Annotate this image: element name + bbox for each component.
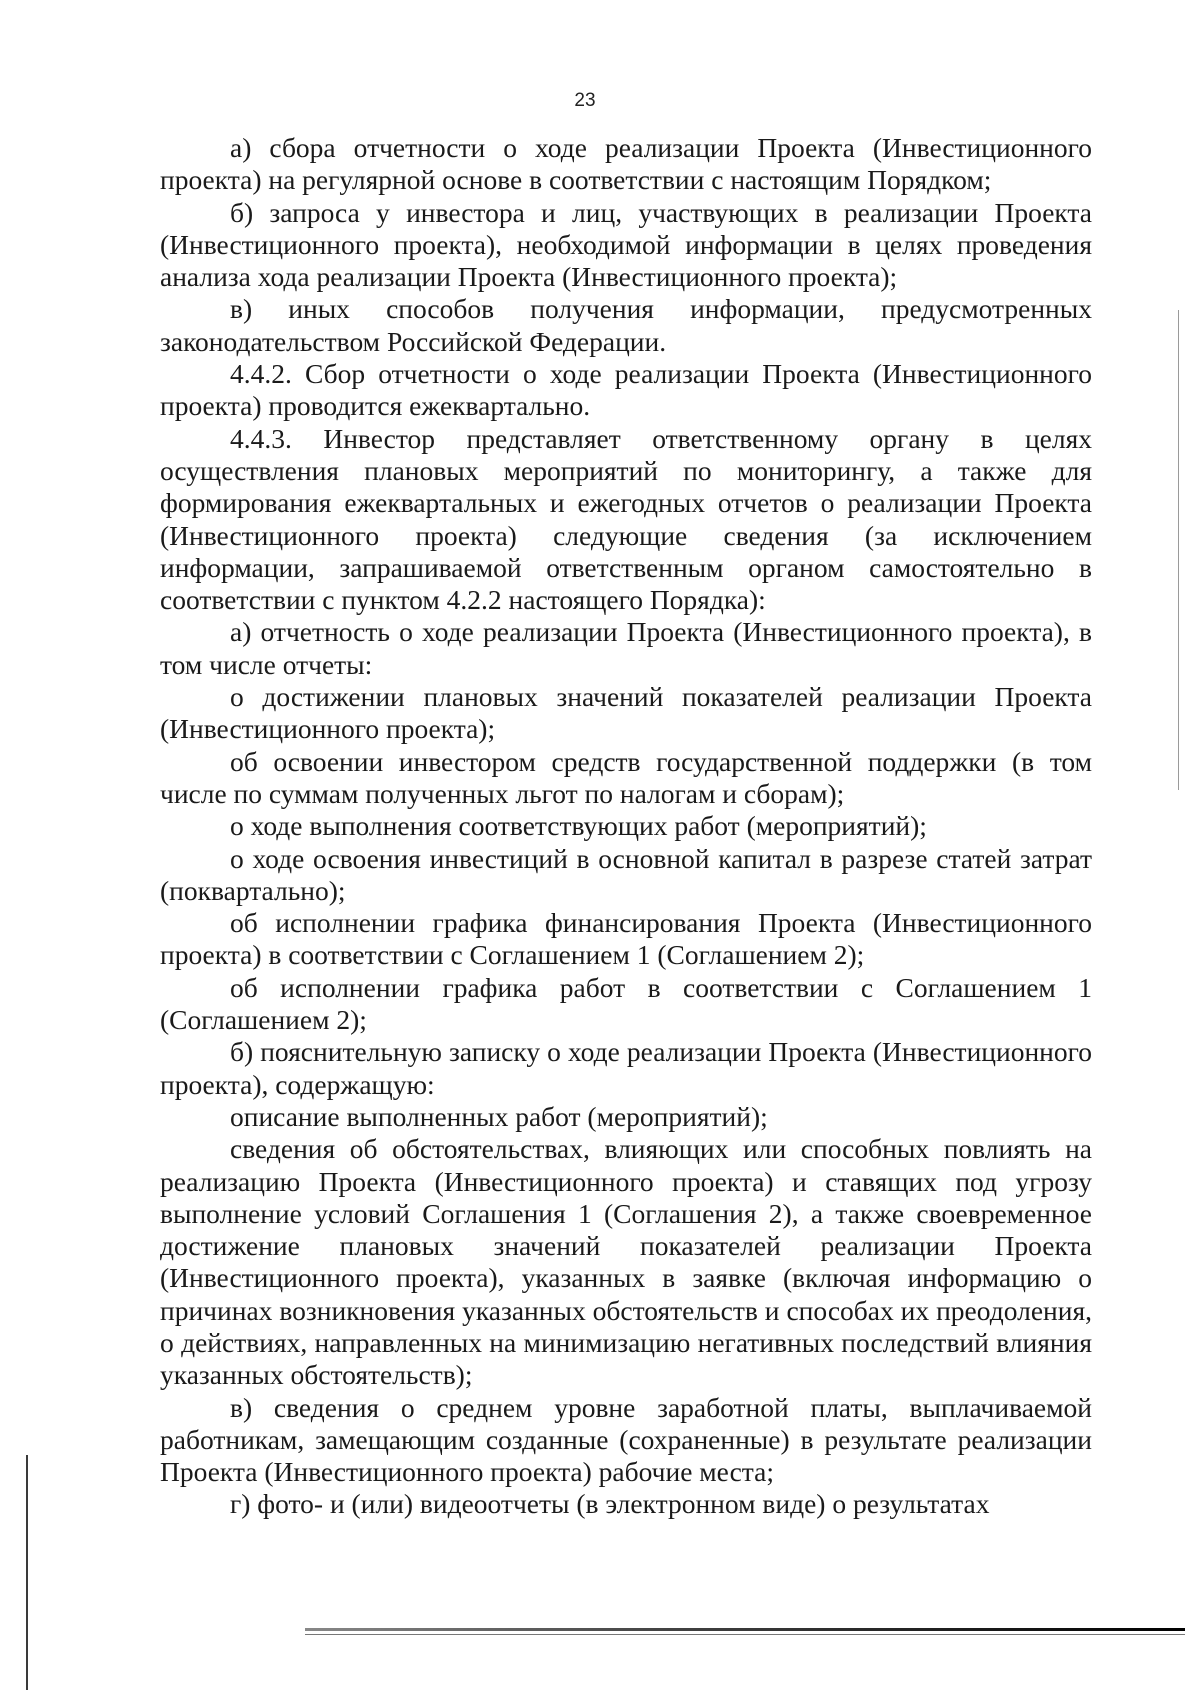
scan-edge-bottom-thin (305, 1634, 1185, 1635)
scan-edge-right (1178, 310, 1179, 790)
scan-edge-left (26, 1455, 28, 1690)
paragraph-item-a-collection: а) сбора отчетности о ходе реализации Проекта (Инвестиционного проекта) на регулярной основе в соответствии с настоящим Порядком; (160, 132, 1092, 196)
paragraph-4-4-2: 4.4.2. Сбор отчетности о ходе реализации Проекта (Инвестиционного проекта) проводится ежеквартально. (160, 358, 1092, 422)
paragraph-report-financing-schedule: об исполнении графика финансирования Проекта (Инвестиционного проекта) в соответствии с Соглашением 1 (Соглашением 2); (160, 907, 1092, 971)
paragraph-item-b-request: б) запроса у инвестора и лиц, участвующих в реализации Проекта (Инвестиционного проекта), необходимой информации в целях проведения анализа хода реализации Проекта (Инвестиционного проекта); (160, 196, 1092, 293)
paragraph-4-4-3: 4.4.3. Инвестор представляет ответственному органу в целях осуществления плановых мероприятий по мониторингу, а также для формирования ежеквартальных и ежегодных отчетов о реализации Проекта (Инвестиционного проекта) следующие сведения (за исключением информации, запрашиваемой ответственным органом самостоятельно в соответствии с пунктом 4.2.2 настоящего Порядка): (160, 422, 1092, 616)
paragraph-item-v-other-methods: в) иных способов получения информации, предусмотренных законодательством Российской Федерации. (160, 293, 1092, 357)
paragraph-report-work-schedule: об исполнении графика работ в соответствии с Соглашением 1 (Соглашением 2); (160, 971, 1092, 1036)
paragraph-report-indicators: о достижении плановых значений показателей реализации Проекта (Инвестиционного проекта); (160, 681, 1092, 745)
paragraph-report-investments: о ходе освоения инвестиций в основной капитал в разрезе статей затрат (поквартально); (160, 842, 1092, 906)
paragraph-works-description: описание выполненных работ (мероприятий); (230, 1100, 768, 1132)
paragraph-item-g-photo-video: г) фото- и (или) видеоотчеты (в электронном виде) о результатах (230, 1488, 990, 1520)
paragraph-item-v-salary: в) сведения о среднем уровне заработной платы, выплачиваемой работникам, замещающим созданные (сохраненные) в результате реализации Проекта (Инвестиционного проекта) рабочие места; (160, 1391, 1092, 1488)
page-number: 23 (574, 90, 596, 111)
paragraph-report-state-support: об освоении инвестором средств государственной поддержки (в том числе по суммам полученных льгот по налогам и сборам); (160, 745, 1092, 809)
paragraph-report-works: о ходе выполнения соответствующих работ (мероприятий); (230, 810, 927, 842)
paragraph-circumstances: сведения об обстоятельствах, влияющих или способных повлиять на реализацию Проекта (Инвестиционного проекта) и ставящих под угрозу выполнение условий Соглашения 1 (Соглашения 2), а также своевременное достижение плановых значений показателей реализации Проекта (Инвестиционного проекта), указанных в заявке (включая информацию о причинах возникновения указанных обстоятельств и способах их преодоления, о действиях, направленных на минимизацию негативных последствий влияния указанных обстоятельств); (160, 1133, 1092, 1391)
document-body (160, 132, 1092, 1521)
scan-edge-bottom (305, 1628, 1185, 1631)
paragraph-item-a-reporting: а) отчетность о ходе реализации Проекта (Инвестиционного проекта), в том числе отчеты: (160, 616, 1092, 680)
paragraph-item-b-explanatory-note: б) пояснительную записку о ходе реализации Проекта (Инвестиционного проекта), содержащую: (160, 1036, 1092, 1100)
